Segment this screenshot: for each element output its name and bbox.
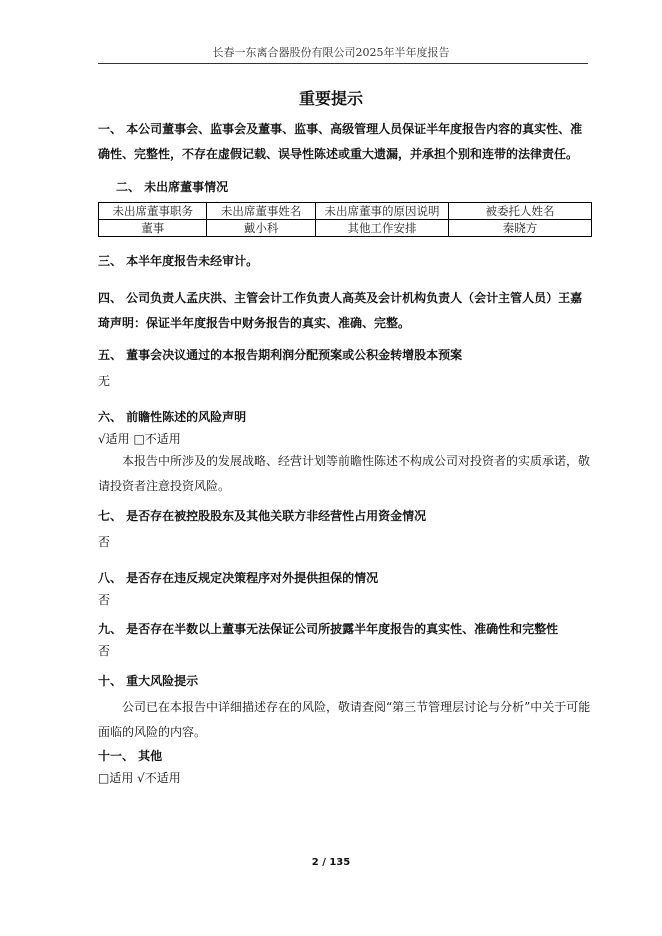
section-9-body: 否: [98, 644, 111, 658]
header-rule: [98, 63, 588, 64]
section-8-heading: 八、 是否存在违反规定决策程序对外提供担保的情况: [98, 571, 379, 585]
section-7-body: 否: [98, 535, 111, 549]
table-header-cell: 未出席董事的原因说明: [315, 203, 448, 220]
section-8-body: 否: [98, 593, 111, 607]
table-cell: 戴小科: [207, 220, 315, 237]
table-cell: 其他工作安排: [315, 220, 448, 237]
section-2-heading: 二、 未出席董事情况: [116, 180, 229, 194]
section-6-body: 本报告中所涉及的发展战略、经营计划等前瞻性陈述不构成公司对投资者的实质承诺，敬请投资者注意投资风险。: [98, 454, 591, 493]
running-header: 长春一东离合器股份有限公司2025年半年度报告: [212, 46, 450, 59]
section-7-heading: 七、 是否存在被控股股东及其他关联方非经营性占用资金情况: [98, 509, 427, 523]
section-11-options: □适用 √不适用: [98, 771, 181, 785]
table-cell: 秦晓方: [449, 220, 592, 237]
table-header-row: [99, 203, 592, 220]
section-5-heading: 五、 董事会决议通过的本报告期利润分配预案或公积金转增股本预案: [98, 348, 463, 362]
section-10-body: 公司已在本报告中详细描述存在的风险，敬请查阅“第三节管理层讨论与分析”中关于可能面临的风险的内容。: [98, 700, 591, 739]
table-header-cell: 未出席董事姓名: [207, 203, 315, 220]
absent-directors-table: [98, 202, 592, 237]
section-11-heading: 十一、 其他: [98, 749, 163, 763]
section-1-heading: 一、 本公司董事会、监事会及董事、监事、高级管理人员保证半年度报告内容的真实性、准确性、完整性，不存在虚假记载、误导性陈述或重大遗漏，并承担个别和连带的法律责任。: [98, 122, 583, 161]
table-cell: 董事: [99, 220, 207, 237]
table-header-cell: 未出席董事职务: [99, 203, 207, 220]
page-title: 重要提示: [298, 89, 363, 108]
section-6-options: √适用 □不适用: [98, 432, 181, 446]
section-5-body: 无: [98, 374, 111, 388]
section-3-heading: 三、 本半年度报告未经审计。: [98, 254, 259, 268]
section-10-heading: 十、 重大风险提示: [98, 674, 199, 688]
table-header-cell: 被委托人姓名: [449, 203, 592, 220]
table-row: [99, 220, 592, 237]
section-6-heading: 六、 前瞻性陈述的风险声明: [98, 410, 247, 424]
section-9-heading: 九、 是否存在半数以上董事无法保证公司所披露半年度报告的真实性、准确性和完整性: [98, 622, 559, 636]
section-4-heading: 四、 公司负责人孟庆洪、主管会计工作负责人高英及会计机构负责人（会计主管人员）王嘉琦声明：保证半年度报告中财务报告的真实、准确、完整。: [98, 291, 583, 330]
page-number: 2 / 135: [311, 857, 351, 868]
